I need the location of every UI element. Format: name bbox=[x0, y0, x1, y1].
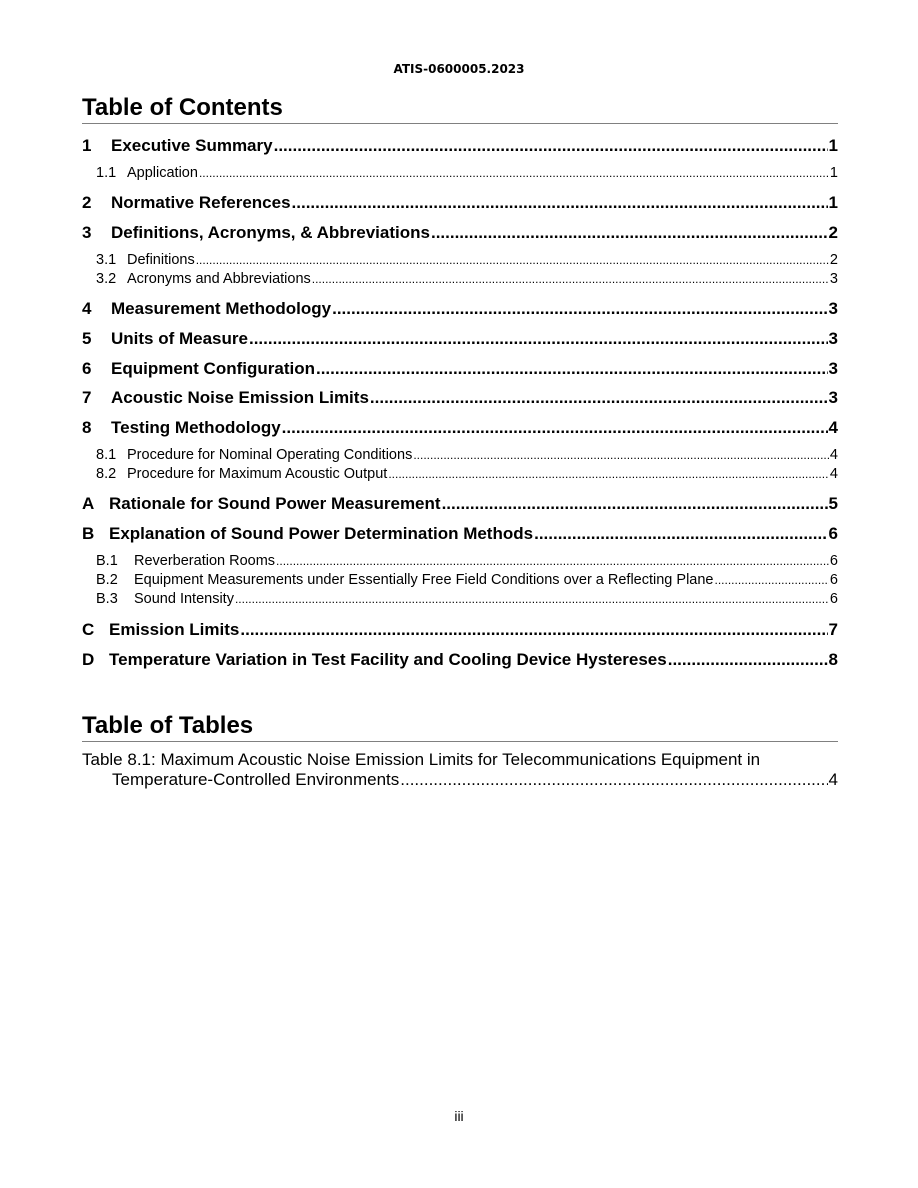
toc-entry[interactable] bbox=[82, 136, 838, 156]
toc-entry-number: 4 bbox=[82, 299, 92, 318]
toc-entry-page: 4 bbox=[828, 418, 838, 437]
dot-leader bbox=[199, 166, 829, 180]
toc-entry-title: Acoustic Noise Emission Limits bbox=[111, 388, 369, 407]
toc-entry-page: 2 bbox=[829, 252, 838, 268]
toc-entry-number: 3.2 bbox=[96, 271, 117, 287]
toc-entry-number: 3.1 bbox=[96, 252, 117, 268]
toc-entry-page: 3 bbox=[829, 271, 838, 287]
tot-entry[interactable] bbox=[82, 750, 838, 790]
tot-entry-page: 4 bbox=[828, 770, 838, 789]
toc-entry[interactable] bbox=[82, 494, 838, 514]
toc-entry[interactable] bbox=[82, 650, 838, 670]
tot-entry-title-line2: Temperature-Controlled Environments bbox=[112, 770, 400, 789]
toc-entry[interactable] bbox=[82, 193, 838, 213]
toc-entry-number: 8.2 bbox=[96, 466, 117, 482]
toc-entry-title: Emission Limits bbox=[109, 620, 240, 639]
toc-entry[interactable] bbox=[82, 165, 838, 181]
toc-entry[interactable] bbox=[82, 620, 838, 640]
toc-entry-title: Measurement Methodology bbox=[111, 299, 332, 318]
toc-entry[interactable] bbox=[82, 329, 838, 349]
toc-entry[interactable] bbox=[82, 591, 838, 607]
dot-leader bbox=[292, 193, 828, 213]
toc-entry[interactable] bbox=[82, 553, 838, 569]
toc-entry-page: 3 bbox=[828, 299, 838, 318]
toc-entry-title: Equipment Configuration bbox=[111, 359, 315, 378]
dot-leader bbox=[413, 448, 829, 462]
toc-entry[interactable] bbox=[82, 447, 838, 463]
toc-entry-number: B.3 bbox=[96, 591, 118, 607]
toc-entry-title: Procedure for Nominal Operating Conditions bbox=[127, 447, 413, 463]
toc-entry-number: 1 bbox=[82, 136, 92, 155]
toc-entry-page: 1 bbox=[829, 165, 838, 181]
toc-entry-title: Normative References bbox=[111, 193, 291, 212]
toc-entry-number: C bbox=[82, 620, 95, 639]
toc-entry[interactable] bbox=[82, 524, 838, 544]
toc-entry[interactable] bbox=[82, 299, 838, 319]
toc-entry-page: 2 bbox=[828, 223, 838, 242]
toc-heading: Table of Contents bbox=[82, 94, 838, 124]
dot-leader bbox=[715, 573, 829, 587]
toc-entry-number: 5 bbox=[82, 329, 92, 348]
toc-entry-number: D bbox=[82, 650, 95, 669]
toc-entry-page: 3 bbox=[828, 359, 838, 378]
dot-leader bbox=[442, 494, 828, 514]
dot-leader bbox=[400, 770, 827, 790]
dot-leader bbox=[235, 592, 829, 606]
dot-leader bbox=[431, 223, 828, 243]
tot-entry-title-line1: Table 8.1: Maximum Acoustic Noise Emission Limits for Telecommunications Equipment in bbox=[82, 750, 761, 769]
toc-entry[interactable] bbox=[82, 388, 838, 408]
dot-leader bbox=[249, 329, 828, 349]
dot-leader bbox=[370, 388, 828, 408]
toc-entry-title: Explanation of Sound Power Determination Methods bbox=[109, 524, 534, 543]
toc-entry-title: Definitions, Acronyms, & Abbreviations bbox=[111, 223, 430, 242]
dot-leader bbox=[240, 620, 827, 640]
toc-entry-number: B bbox=[82, 524, 95, 543]
toc-entry-page: 1 bbox=[828, 136, 838, 155]
dot-leader bbox=[316, 359, 828, 379]
toc-entry-page: 3 bbox=[828, 329, 838, 348]
toc-entry-title: Units of Measure bbox=[111, 329, 248, 348]
toc-entry-page: 8 bbox=[828, 650, 838, 669]
toc-entry[interactable] bbox=[82, 271, 838, 287]
toc-entry[interactable] bbox=[82, 223, 838, 243]
dot-leader bbox=[332, 299, 827, 319]
toc-entry-page: 4 bbox=[829, 466, 838, 482]
toc-entry-title: Reverberation Rooms bbox=[134, 553, 276, 569]
toc-entry-number: 8.1 bbox=[96, 447, 117, 463]
toc-entry-page: 6 bbox=[829, 572, 838, 588]
toc-entry-page: 3 bbox=[828, 388, 838, 407]
toc-entry[interactable] bbox=[82, 252, 838, 268]
toc-entry-title: Testing Methodology bbox=[111, 418, 281, 437]
toc-entry-title: Temperature Variation in Test Facility and Cooling Device Hystereses bbox=[109, 650, 667, 669]
toc-entry-page: 5 bbox=[828, 494, 838, 513]
toc-entry-number: 8 bbox=[82, 418, 92, 437]
dot-leader bbox=[196, 253, 829, 267]
toc-entry-number: A bbox=[82, 494, 95, 513]
toc-entry[interactable] bbox=[82, 418, 838, 438]
document-id-header: ATIS-0600005.2023 bbox=[393, 62, 525, 76]
toc-entry-title: Procedure for Maximum Acoustic Output bbox=[127, 466, 388, 482]
dot-leader bbox=[534, 524, 827, 544]
dot-leader bbox=[274, 136, 828, 156]
dot-leader bbox=[668, 650, 828, 670]
toc-entry-number: 7 bbox=[82, 388, 92, 407]
toc-entry-title: Application bbox=[127, 165, 198, 181]
toc-entry-number: B.1 bbox=[96, 553, 118, 569]
toc-entry-number: 1.1 bbox=[96, 165, 117, 181]
toc-entry-page: 6 bbox=[829, 553, 838, 569]
dot-leader bbox=[282, 418, 828, 438]
toc-entry-number: 6 bbox=[82, 359, 92, 378]
toc-entry[interactable] bbox=[82, 466, 838, 482]
toc-entry-number: 3 bbox=[82, 223, 92, 242]
dot-leader bbox=[388, 467, 829, 481]
toc-entry-number: B.2 bbox=[96, 572, 118, 588]
toc-entry-page: 6 bbox=[828, 524, 838, 543]
toc-entry-title: Equipment Measurements under Essentially Free Field Conditions over a Reflecting Plane bbox=[134, 572, 714, 588]
toc-entry[interactable] bbox=[82, 359, 838, 379]
toc-entry-title: Definitions bbox=[127, 252, 195, 268]
dot-leader bbox=[276, 554, 829, 568]
toc-entry[interactable] bbox=[82, 572, 838, 588]
tot-heading: Table of Tables bbox=[82, 712, 838, 742]
page-number: iii bbox=[454, 1108, 464, 1124]
toc-entry-title: Rationale for Sound Power Measurement bbox=[109, 494, 441, 513]
toc-entry-title: Acronyms and Abbreviations bbox=[127, 271, 311, 287]
toc-entry-title: Executive Summary bbox=[111, 136, 273, 155]
toc-entry-title: Sound Intensity bbox=[134, 591, 234, 607]
toc-entry-page: 7 bbox=[828, 620, 838, 639]
toc-entry-page: 1 bbox=[828, 193, 838, 212]
toc-entry-page: 4 bbox=[829, 447, 838, 463]
toc-entry-number: 2 bbox=[82, 193, 92, 212]
dot-leader bbox=[312, 272, 829, 286]
toc-entry-page: 6 bbox=[829, 591, 838, 607]
